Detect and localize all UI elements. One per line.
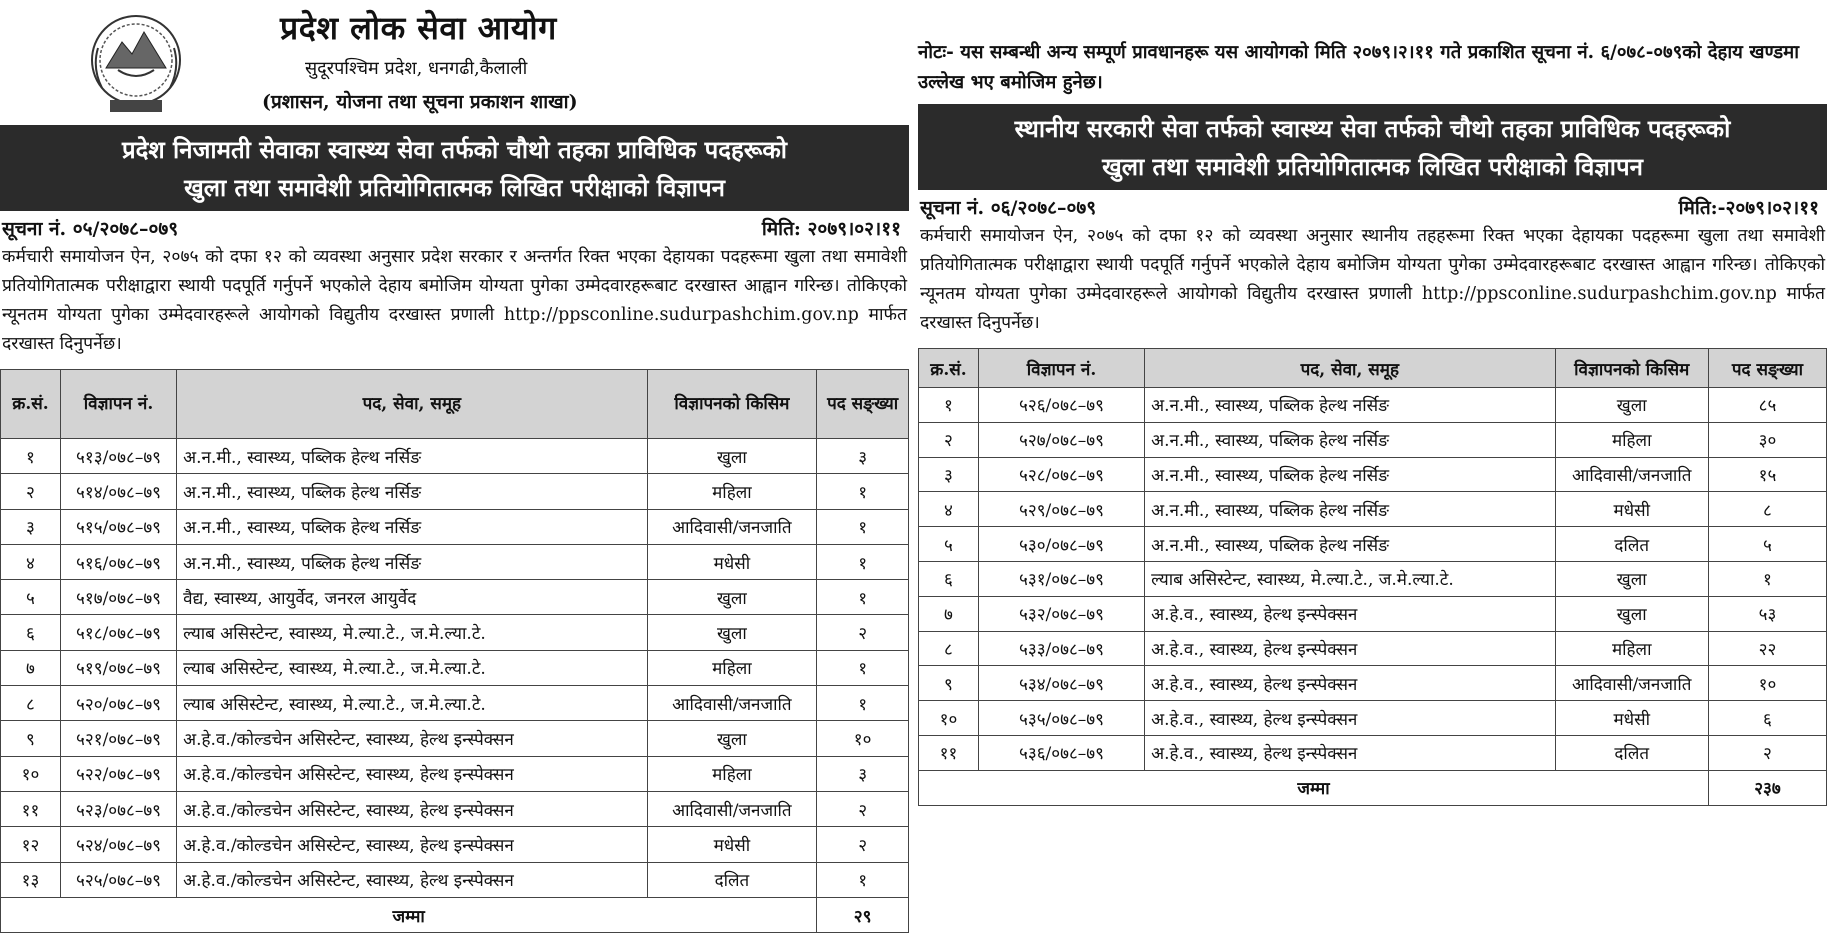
cell-type: मधेसी [1555, 492, 1708, 527]
cell-type: आदिवासी/जनजाति [1555, 457, 1708, 492]
cell-post: अ.हे.व., स्वास्थ्य, हेल्थ इन्स्पेक्सन [1145, 631, 1555, 666]
cell-type: महिला [647, 650, 817, 685]
cell-ad-no: ५१९/०७८–७९ [60, 650, 176, 685]
cell-type: खुला [647, 439, 817, 474]
left-banner [0, 125, 909, 211]
right-notice-number: सूचना नं. ०६/२०७८–०७९ [920, 197, 1097, 219]
cell-post: ल्याब असिस्टेन्ट, स्वास्थ्य, मे.ल्या.टे., ज.मे.ल्या.टे. [177, 686, 647, 721]
cell-serial: २ [1, 474, 61, 509]
cell-serial: ८ [919, 631, 979, 666]
cell-type: मधेसी [647, 827, 817, 862]
table-row [919, 457, 1827, 492]
cell-count: ५३ [1708, 596, 1826, 631]
cell-serial: १० [919, 701, 979, 736]
left-banner-line1: प्रदेश निजामती सेवाका स्वास्थ्य सेवा तर्फको चौथो तहका प्राविधिक पदहरूको [121, 135, 788, 164]
cell-type: महिला [1555, 631, 1708, 666]
table-row [1, 721, 909, 756]
col-count: पद सङ्ख्या [1708, 349, 1826, 388]
cell-serial: ७ [1, 650, 61, 685]
table-row [919, 735, 1827, 770]
cell-post: अ.न.मी., स्वास्थ्य, पब्लिक हेल्थ नर्सिङ [177, 439, 647, 474]
left-total-value: २९ [817, 897, 909, 932]
cell-count: २ [1708, 735, 1826, 770]
cell-post: अ.हे.व./कोल्डचेन असिस्टेन्ट, स्वास्थ्य, हेल्थ इन्स्पेक्सन [177, 756, 647, 791]
cell-type: दलित [1555, 735, 1708, 770]
cell-serial: ६ [1, 615, 61, 650]
table-row [919, 388, 1827, 423]
table-row [1, 439, 909, 474]
cell-type: महिला [647, 756, 817, 791]
cell-count: १ [817, 686, 909, 721]
right-notice [918, 0, 1827, 806]
cell-type: आदिवासी/जनजाति [647, 791, 817, 826]
left-notice-meta [0, 211, 909, 243]
right-note: नोटः- यस सम्बन्धी अन्य सम्पूर्ण प्रावधानहरू यस आयोगको मिति २०७९।२।११ गते प्रकाशित सूचना नं. ६/०७८-०७९को देहाय खण्डमा उल्लेख भए बमोजिम हुनेछ। [918, 42, 1799, 93]
commission-name: प्रदेश लोक सेवा आयोग [280, 9, 557, 47]
cell-ad-no: ५३२/०७८–७९ [978, 596, 1144, 631]
table-row [919, 527, 1827, 562]
cell-serial: ५ [919, 527, 979, 562]
cell-post: अ.न.मी., स्वास्थ्य, पब्लिक हेल्थ नर्सिङ [177, 474, 647, 509]
cell-count: ८५ [1708, 388, 1826, 423]
cell-post: ल्याब असिस्टेन्ट, स्वास्थ्य, मे.ल्या.टे., ज.मे.ल्या.टे. [177, 650, 647, 685]
cell-post: ल्याब असिस्टेन्ट, स्वास्थ्य, मे.ल्या.टे., ज.मे.ल्या.टे. [177, 615, 647, 650]
cell-count: ३ [817, 439, 909, 474]
cell-ad-no: ५२९/०७८–७९ [978, 492, 1144, 527]
cell-serial: ५ [1, 580, 61, 615]
left-banner-line2: खुला तथा समावेशी प्रतियोगितात्मक लिखित परीक्षाको विज्ञापन [184, 173, 725, 202]
cell-serial: ८ [1, 686, 61, 721]
right-notice-date: मिति:-२०७९।०२।११ [1678, 197, 1819, 219]
table-row [1, 862, 909, 897]
cell-serial: २ [919, 422, 979, 457]
cell-type: खुला [1555, 388, 1708, 423]
right-vacancy-table [918, 348, 1827, 806]
cell-count: ५ [1708, 527, 1826, 562]
table-row [1, 544, 909, 579]
cell-ad-no: ५२५/०७८–७९ [60, 862, 176, 897]
table-row [1, 827, 909, 862]
cell-count: १ [817, 650, 909, 685]
col-count: पद सङ्ख्या [817, 370, 909, 439]
nepal-emblem-icon [88, 8, 184, 118]
cell-ad-no: ५३०/०७८–७९ [978, 527, 1144, 562]
cell-type: खुला [647, 615, 817, 650]
cell-count: ३० [1708, 422, 1826, 457]
cell-count: १ [817, 862, 909, 897]
left-notice [0, 0, 909, 933]
col-type: विज्ञापनको किसिम [1555, 349, 1708, 388]
cell-serial: ७ [919, 596, 979, 631]
cell-ad-no: ५१५/०७८–७९ [60, 509, 176, 544]
cell-type: दलित [1555, 527, 1708, 562]
cell-type: महिला [647, 474, 817, 509]
right-banner [918, 104, 1827, 190]
cell-count: १ [817, 509, 909, 544]
cell-post: अ.न.मी., स्वास्थ्य, पब्लिक हेल्थ नर्सिङ [1145, 422, 1555, 457]
table-row [919, 561, 1827, 596]
cell-count: १ [817, 544, 909, 579]
cell-count: १० [817, 721, 909, 756]
cell-serial: १२ [1, 827, 61, 862]
cell-post: वैद्य, स्वास्थ्य, आयुर्वेद, जनरल आयुर्वेद [177, 580, 647, 615]
col-type: विज्ञापनको किसिम [647, 370, 817, 439]
table-row [1, 791, 909, 826]
cell-count: २ [817, 827, 909, 862]
cell-count: २२ [1708, 631, 1826, 666]
cell-ad-no: ५२४/०७८–७९ [60, 827, 176, 862]
right-total-row [919, 770, 1827, 805]
table-row [919, 631, 1827, 666]
cell-type: खुला [1555, 596, 1708, 631]
cell-type: खुला [647, 721, 817, 756]
col-serial: क्र.सं. [919, 349, 979, 388]
col-ad-no: विज्ञापन नं. [978, 349, 1144, 388]
cell-serial: ११ [919, 735, 979, 770]
cell-ad-no: ५३६/०७८–७९ [978, 735, 1144, 770]
cell-post: अ.न.मी., स्वास्थ्य, पब्लिक हेल्थ नर्सिङ [177, 509, 647, 544]
cell-post: ल्याब असिस्टेन्ट, स्वास्थ्य, मे.ल्या.टे., ज.मे.ल्या.टे. [1145, 561, 1555, 596]
col-post: पद, सेवा, समूह [1145, 349, 1555, 388]
left-notice-date: मिति: २०७९।०२।११ [761, 218, 901, 240]
cell-post: अ.हे.व./कोल्डचेन असिस्टेन्ट, स्वास्थ्य, हेल्थ इन्स्पेक्सन [177, 827, 647, 862]
cell-count: १ [1708, 561, 1826, 596]
cell-serial: ४ [1, 544, 61, 579]
cell-type: मधेसी [1555, 701, 1708, 736]
table-row [1, 650, 909, 685]
cell-serial: ३ [919, 457, 979, 492]
cell-post: अ.हे.व., स्वास्थ्य, हेल्थ इन्स्पेक्सन [1145, 666, 1555, 701]
cell-post: अ.न.मी., स्वास्थ्य, पब्लिक हेल्थ नर्सिङ [1145, 388, 1555, 423]
commission-branch: (प्रशासन, योजना तथा सूचना प्रकाशन शाखा) [262, 91, 578, 113]
cell-type: मधेसी [647, 544, 817, 579]
cell-count: ८ [1708, 492, 1826, 527]
cell-ad-no: ५२०/०७८–७९ [60, 686, 176, 721]
table-row [1, 615, 909, 650]
col-serial: क्र.सं. [1, 370, 61, 439]
masthead [0, 0, 909, 125]
cell-ad-no: ५२३/०७८–७९ [60, 791, 176, 826]
cell-post: अ.हे.व./कोल्डचेन असिस्टेन्ट, स्वास्थ्य, हेल्थ इन्स्पेक्सन [177, 721, 647, 756]
cell-post: अ.हे.व./कोल्डचेन असिस्टेन्ट, स्वास्थ्य, हेल्थ इन्स्पेक्सन [177, 791, 647, 826]
cell-count: २ [817, 615, 909, 650]
left-table-header [1, 370, 909, 439]
cell-post: अ.हे.व., स्वास्थ्य, हेल्थ इन्स्पेक्सन [1145, 701, 1555, 736]
cell-ad-no: ५१६/०७८–७९ [60, 544, 176, 579]
right-table-body [919, 388, 1827, 771]
cell-ad-no: ५२१/०७८–७९ [60, 721, 176, 756]
right-paragraph: कर्मचारी समायोजन ऐन, २०७५ को दफा १२ को व्यवस्था अनुसार स्थानीय तहहरूमा रिक्त भएका देहायका पदहरूमा खुला तथा समावेशी प्रतियोगितात्मक परीक्षाद्वारा स्थायी पदपूर्ति गर्नुपर्ने भएकोले देहाय बमोजिम योग्यता पुगेका उम्मेदवारहरूबाट दरखास्त आह्वान गरिन्छ। तोकिएको न्यूनतम योग्यता पुगेका उम्मेदवारहरूले आयोगको विद्युतीय दरखास्त प्रणाली http://ppsconline.sudurpashchim.gov.np मार्फत दरखास्त दिनुपर्नेछ। [920, 226, 1825, 333]
cell-type: खुला [647, 580, 817, 615]
cell-type: आदिवासी/जनजाति [647, 686, 817, 721]
cell-ad-no: ५३३/०७८–७९ [978, 631, 1144, 666]
left-table-body [1, 439, 909, 898]
cell-ad-no: ५३१/०७८–७९ [978, 561, 1144, 596]
table-row [919, 596, 1827, 631]
table-row [919, 422, 1827, 457]
right-banner-line1: स्थानीय सरकारी सेवा तर्फको स्वास्थ्य सेवा तर्फको चौथो तहका प्राविधिक पदहरूको [1014, 114, 1731, 143]
cell-ad-no: ५२८/०७८–७९ [978, 457, 1144, 492]
cell-ad-no: ५३४/०७८–७९ [978, 666, 1144, 701]
cell-ad-no: ५२२/०७८–७९ [60, 756, 176, 791]
cell-ad-no: ५१३/०७८–७९ [60, 439, 176, 474]
table-row [1, 580, 909, 615]
cell-count: १५ [1708, 457, 1826, 492]
cell-ad-no: ५२७/०७८–७९ [978, 422, 1144, 457]
cell-count: १ [817, 474, 909, 509]
table-row [1, 474, 909, 509]
right-table-header [919, 349, 1827, 388]
cell-serial: ३ [1, 509, 61, 544]
table-row [919, 666, 1827, 701]
commission-address: सुदूरपश्चिम प्रदेश, धनगढी,कैलाली [305, 58, 528, 79]
cell-count: ६ [1708, 701, 1826, 736]
cell-serial: ४ [919, 492, 979, 527]
right-banner-line2: खुला तथा समावेशी प्रतियोगितात्मक लिखित परीक्षाको विज्ञापन [1102, 152, 1643, 181]
cell-type: आदिवासी/जनजाति [647, 509, 817, 544]
cell-serial: ६ [919, 561, 979, 596]
cell-type: आदिवासी/जनजाति [1555, 666, 1708, 701]
right-total-label: जम्मा [919, 770, 1709, 805]
left-notice-number: सूचना नं. ०५/२०७८–०७९ [2, 218, 179, 240]
col-ad-no: विज्ञापन नं. [60, 370, 176, 439]
table-row [919, 701, 1827, 736]
left-vacancy-table [0, 369, 909, 933]
cell-type: महिला [1555, 422, 1708, 457]
cell-ad-no: ५१७/०७८–७९ [60, 580, 176, 615]
cell-count: २ [817, 791, 909, 826]
cell-post: अ.न.मी., स्वास्थ्य, पब्लिक हेल्थ नर्सिङ [1145, 527, 1555, 562]
cell-serial: १३ [1, 862, 61, 897]
right-total-value: २३७ [1708, 770, 1826, 805]
cell-count: १० [1708, 666, 1826, 701]
cell-serial: १ [1, 439, 61, 474]
cell-count: ३ [817, 756, 909, 791]
right-notice-meta [918, 190, 1827, 222]
left-total-label: जम्मा [1, 897, 817, 932]
col-post: पद, सेवा, समूह [177, 370, 647, 439]
cell-count: १ [817, 580, 909, 615]
cell-post: अ.न.मी., स्वास्थ्य, पब्लिक हेल्थ नर्सिङ [177, 544, 647, 579]
cell-ad-no: ५१४/०७८–७९ [60, 474, 176, 509]
cell-ad-no: ५१८/०७८–७९ [60, 615, 176, 650]
cell-type: खुला [1555, 561, 1708, 596]
cell-post: अ.हे.व., स्वास्थ्य, हेल्थ इन्स्पेक्सन [1145, 735, 1555, 770]
left-total-row [1, 897, 909, 932]
cell-serial: ११ [1, 791, 61, 826]
table-row [1, 686, 909, 721]
cell-post: अ.न.मी., स्वास्थ्य, पब्लिक हेल्थ नर्सिङ [1145, 492, 1555, 527]
cell-serial: १ [919, 388, 979, 423]
table-row [1, 509, 909, 544]
cell-post: अ.न.मी., स्वास्थ्य, पब्लिक हेल्थ नर्सिङ [1145, 457, 1555, 492]
table-row [1, 756, 909, 791]
cell-post: अ.हे.व., स्वास्थ्य, हेल्थ इन्स्पेक्सन [1145, 596, 1555, 631]
cell-post: अ.हे.व./कोल्डचेन असिस्टेन्ट, स्वास्थ्य, हेल्थ इन्स्पेक्सन [177, 862, 647, 897]
cell-ad-no: ५२६/०७८–७९ [978, 388, 1144, 423]
left-paragraph: कर्मचारी समायोजन ऐन, २०७५ को दफा १२ को व्यवस्था अनुसार प्रदेश सरकार र अन्तर्गत रिक्त भएका देहायका पदहरूमा खुला तथा समावेशी प्रतियोगितात्मक परीक्षाद्वारा स्थायी पदपूर्ति गर्नुपर्ने भएकोले देहाय बमोजिम योग्यता पुगेका उम्मेदवारहरूबाट दरखास्त आह्वान गरिन्छ। तोकिएको न्यूनतम योग्यता पुगेका उम्मेदवारहरूले आयोगको विद्युतीय दरखास्त प्रणाली http://ppsconline.sudurpashchim.gov.np मार्फत दरखास्त दिनुपर्नेछ। [2, 247, 907, 354]
cell-type: दलित [647, 862, 817, 897]
cell-ad-no: ५३५/०७८–७९ [978, 701, 1144, 736]
cell-serial: ९ [919, 666, 979, 701]
table-row [919, 492, 1827, 527]
cell-serial: ९ [1, 721, 61, 756]
cell-serial: १० [1, 756, 61, 791]
